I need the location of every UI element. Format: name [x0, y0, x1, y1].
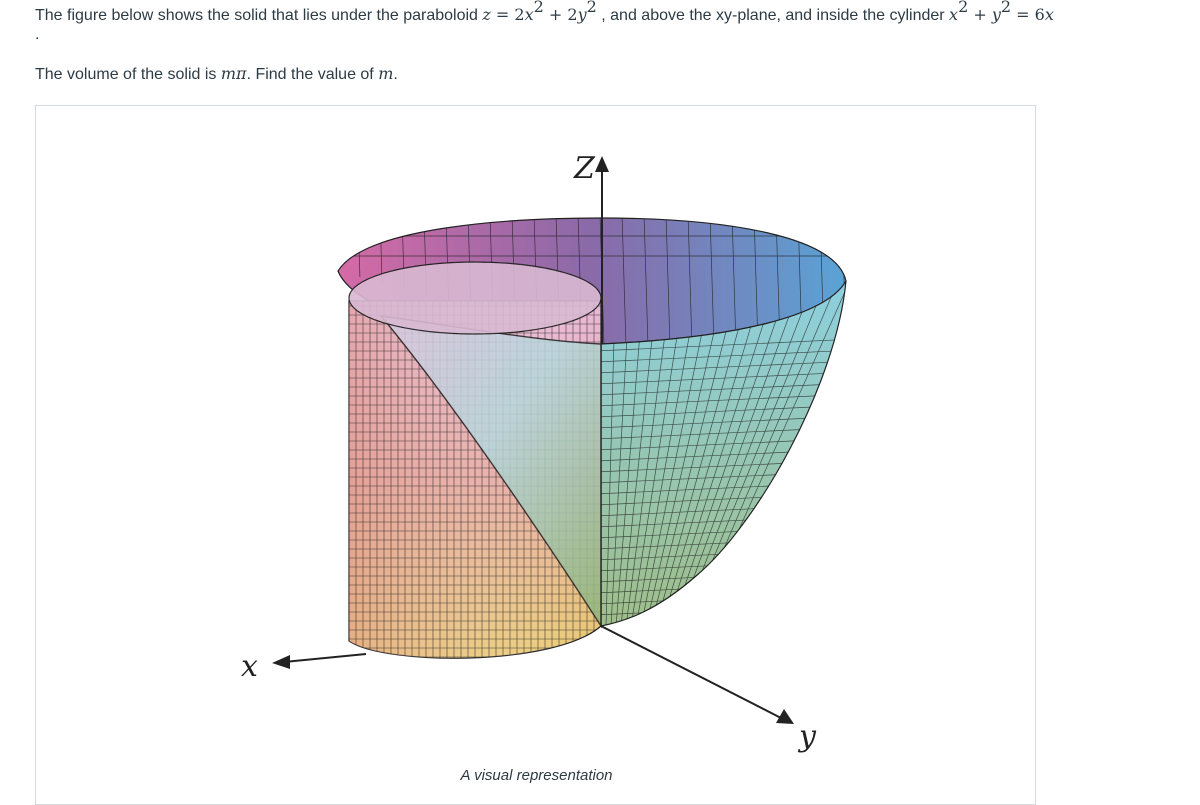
- eq1-plus: + 2: [543, 5, 578, 24]
- eq1-x: x: [524, 5, 534, 24]
- eq2-plus: +: [968, 5, 992, 24]
- eq1-exp2: 2: [586, 0, 597, 16]
- cylinder-surface: [349, 262, 601, 666]
- m-pi: mπ: [220, 64, 247, 83]
- question-line-2: [35, 64, 398, 84]
- cylinder-equation-x: x: [949, 5, 959, 24]
- figure-container: [35, 105, 1036, 805]
- eq2-y: y: [991, 5, 1001, 24]
- paraboloid-equation: z: [482, 5, 491, 24]
- eq1-exp1: 2: [533, 0, 544, 16]
- question-text-b: , and above the xy-plane, and inside the cylinder: [596, 7, 950, 24]
- question-line-1: [35, 0, 1054, 25]
- question-period: .: [35, 26, 40, 43]
- x-axis: [272, 654, 366, 669]
- y-axis: [601, 626, 794, 724]
- solid-figure: [36, 106, 1036, 805]
- z-axis-label: Z: [574, 151, 595, 186]
- eq2-exp2: 2: [1000, 0, 1012, 16]
- eq1-y: y: [577, 5, 587, 24]
- volume-text-b: . Find the value of: [246, 66, 379, 83]
- eq2-x2: x: [1044, 5, 1054, 24]
- eq2-eq: = 6: [1011, 5, 1045, 24]
- volume-text-a: The volume of the solid is: [35, 66, 221, 83]
- m-variable: m: [378, 64, 394, 83]
- rim-mesh-line: [336, 214, 340, 346]
- figure-caption: A visual representation: [460, 767, 613, 784]
- eq2-exp1: 2: [958, 0, 969, 16]
- question-text-a: The figure below shows the solid that lies under the paraboloid: [35, 7, 483, 24]
- equals-sign: = 2: [490, 5, 525, 24]
- x-axis-label: x: [241, 649, 258, 684]
- y-axis-label: y: [799, 719, 816, 754]
- volume-text-c: .: [393, 66, 398, 83]
